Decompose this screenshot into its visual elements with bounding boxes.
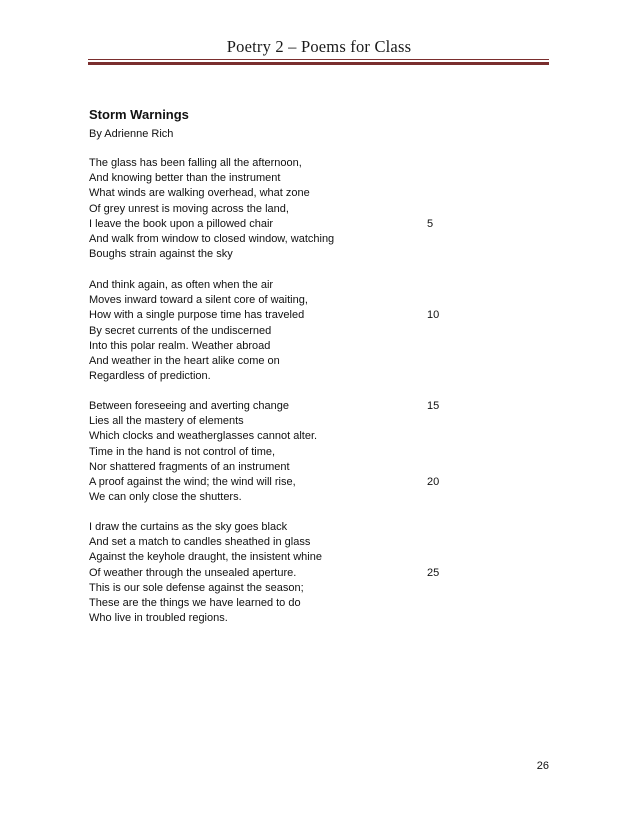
poem-line bbox=[89, 247, 549, 262]
line-text: Against the keyhole draught, the insistent whine bbox=[89, 551, 322, 564]
poem-line bbox=[89, 156, 549, 171]
line-text: Which clocks and weatherglasses cannot alter. bbox=[89, 430, 318, 443]
poem-line bbox=[89, 308, 549, 323]
line-number: 25 bbox=[427, 566, 440, 579]
line-text: What winds are walking overhead, what zone bbox=[89, 187, 310, 200]
line-number: 10 bbox=[427, 309, 440, 322]
line-number: 20 bbox=[427, 475, 440, 488]
line-text: Who live in troubled regions. bbox=[89, 612, 228, 625]
poem-line bbox=[89, 566, 549, 581]
line-text: These are the things we have learned to do bbox=[89, 596, 301, 609]
poem-line bbox=[89, 429, 549, 444]
header-rule-thin bbox=[88, 59, 549, 60]
line-text: And set a match to candles sheathed in glass bbox=[89, 536, 311, 549]
poem-line bbox=[89, 202, 549, 217]
line-text: I leave the book upon a pillowed chair bbox=[89, 217, 274, 230]
line-text: Boughs strain against the sky bbox=[89, 248, 233, 261]
line-text: By secret currents of the undiscerned bbox=[89, 324, 272, 337]
line-text: Between foreseeing and averting change bbox=[89, 400, 289, 412]
line-text: The glass has been falling all the afternoon, bbox=[89, 157, 302, 169]
poem-line bbox=[89, 535, 549, 550]
poem-title: Storm Warnings bbox=[89, 107, 189, 122]
poem-line bbox=[89, 460, 549, 475]
poem-line bbox=[89, 445, 549, 460]
line-number: 5 bbox=[427, 217, 434, 230]
line-text: Into this polar realm. Weather abroad bbox=[89, 339, 271, 352]
line-text: I draw the curtains as the sky goes black bbox=[89, 521, 288, 533]
page-number: 26 bbox=[536, 760, 549, 772]
line-text: Time in the hand is not control of time, bbox=[89, 445, 276, 458]
poem-line bbox=[89, 186, 549, 201]
poem-line bbox=[89, 354, 549, 369]
header-title: Poetry 2 – Poems for Class bbox=[226, 37, 412, 56]
poem-line bbox=[89, 324, 549, 339]
poem-line bbox=[89, 171, 549, 186]
line-number: 15 bbox=[427, 400, 440, 412]
poem-author: By Adrienne Rich bbox=[89, 128, 174, 140]
line-text: Of weather through the unsealed aperture. bbox=[89, 566, 297, 579]
poem-line bbox=[89, 293, 549, 308]
stanza-2 bbox=[89, 278, 549, 384]
line-text: How with a single purpose time has traveled bbox=[89, 309, 305, 322]
line-text: Nor shattered fragments of an instrument bbox=[89, 460, 290, 473]
poem-line bbox=[89, 399, 549, 414]
line-text: And weather in the heart alike come on bbox=[89, 354, 280, 367]
line-text: This is our sole defense against the season; bbox=[89, 581, 304, 594]
line-text: And walk from window to closed window, watching bbox=[89, 232, 335, 245]
poem-line bbox=[89, 490, 549, 505]
poem-line bbox=[89, 475, 549, 490]
line-text: Regardless of prediction. bbox=[89, 370, 211, 383]
poem-line bbox=[89, 520, 549, 535]
line-text: Of grey unrest is moving across the land, bbox=[89, 202, 289, 215]
poem-line bbox=[89, 611, 549, 626]
poem-line bbox=[89, 414, 549, 429]
poem-line bbox=[89, 581, 549, 596]
poem-line bbox=[89, 278, 549, 293]
line-text: Moves inward toward a silent core of waiting, bbox=[89, 294, 308, 307]
header-rule-thick bbox=[88, 62, 549, 65]
line-text: And think again, as often when the air bbox=[89, 279, 274, 291]
line-text: We can only close the shutters. bbox=[89, 491, 242, 504]
poem-line bbox=[89, 232, 549, 247]
poem-line bbox=[89, 596, 549, 611]
line-text: And knowing better than the instrument bbox=[89, 172, 281, 185]
stanza-4 bbox=[89, 520, 549, 626]
line-text: A proof against the wind; the wind will rise, bbox=[89, 475, 296, 488]
poem-line bbox=[89, 369, 549, 384]
stanza-1 bbox=[89, 156, 549, 262]
line-text: Lies all the mastery of elements bbox=[89, 415, 244, 428]
stanza-3 bbox=[89, 399, 549, 505]
poem-line bbox=[89, 550, 549, 565]
poem-line bbox=[89, 339, 549, 354]
poem-line bbox=[89, 217, 549, 232]
